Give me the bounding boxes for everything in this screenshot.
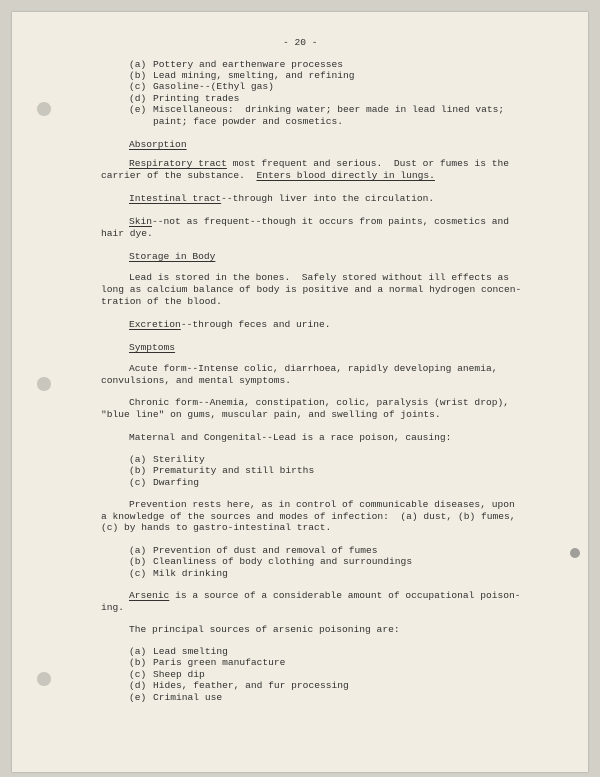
list-item: Sheep dip — [153, 669, 205, 680]
paragraph-skin-line2: hair dye. — [101, 228, 153, 239]
list-marker: (c) — [129, 477, 147, 488]
list-item: Pottery and earthenware processes — [153, 59, 343, 70]
paragraph-prevention: a knowledge of the sources and modes of infection: (a) dust, (b) fumes, — [101, 511, 516, 522]
list-item: Sterility — [153, 454, 205, 465]
text-fragment: --not as frequent--though it occurs from paints, cosmetics and — [152, 216, 509, 227]
list-item: Criminal use — [153, 692, 223, 703]
list-item: Dwarfing — [153, 477, 200, 488]
list-marker: (c) — [129, 568, 147, 579]
heading-absorption: Absorption — [129, 139, 187, 150]
paragraph-respiratory-line2 — [101, 170, 435, 181]
text-fragment: --through feces and urine. — [180, 319, 331, 330]
list-item: Paris green manufacture — [153, 657, 286, 668]
page-number: - 20 - — [283, 37, 318, 48]
list-marker: (c) — [129, 81, 147, 92]
paragraph-arsenic — [129, 590, 521, 601]
list-item: Prevention of dust and removal of fumes — [153, 545, 378, 556]
list-item-continuation: paint; face powder and cosmetics. — [153, 116, 343, 127]
list-marker: (a) — [129, 646, 147, 657]
paragraph-arsenic-line2: ing. — [101, 602, 125, 613]
list-marker: (b) — [129, 657, 147, 668]
list-marker: (b) — [129, 465, 147, 476]
list-item: Lead mining, smelting, and refining — [153, 70, 355, 81]
paragraph-chronic: "blue line" on gums, muscular pain, and swelling of joints. — [101, 409, 441, 420]
list-item: Milk drinking — [153, 568, 228, 579]
text-fragment: most frequent and serious. Dust or fumes is the — [226, 158, 509, 169]
paragraph-prevention: (c) by hands to gastro-intestinal tract. — [101, 522, 332, 533]
paragraph-excretion — [129, 319, 331, 330]
list-item: Prematurity and still births — [153, 465, 315, 476]
list-item: Hides, feather, and fur processing — [153, 680, 349, 691]
list-marker: (e) — [129, 104, 147, 115]
list-marker: (a) — [129, 59, 147, 70]
term-excretion: Excretion — [129, 319, 181, 330]
term-arsenic: Arsenic — [129, 590, 170, 601]
paragraph-storage-line: long as calcium balance of body is positive and a normal hydrogen concen- — [101, 284, 522, 295]
term-intestinal-tract: Intestinal tract — [129, 193, 222, 204]
term-respiratory-tract: Respiratory tract — [129, 158, 227, 169]
list-marker: (b) — [129, 556, 147, 567]
text-fragment: is a source of a considerable amount of occupational poison- — [169, 590, 521, 601]
list-item: Gasoline--(Ethyl gas) — [153, 81, 274, 92]
paragraph-principal-sources: The principal sources of arsenic poisoning are: — [129, 624, 400, 635]
list-marker: (b) — [129, 70, 147, 81]
list-item: Printing trades — [153, 93, 240, 104]
list-item: Cleanliness of body clothing and surroundings — [153, 556, 413, 567]
list-marker: (a) — [129, 545, 147, 556]
heading-symptoms: Symptoms — [129, 342, 176, 353]
list-item: Miscellaneous: drinking water; beer made in lead lined vats; — [153, 104, 505, 115]
list-marker: (c) — [129, 669, 147, 680]
paragraph-respiratory — [129, 158, 509, 169]
heading-storage: Storage in Body — [129, 251, 216, 262]
paragraph-chronic: Chronic form--Anemia, constipation, colic, paralysis (wrist drop), — [129, 397, 509, 408]
text-fragment: carrier of the substance. — [101, 170, 257, 181]
list-item: Lead smelting — [153, 646, 228, 657]
paragraph-maternal: Maternal and Congenital--Lead is a race poison, causing: — [129, 432, 452, 443]
paragraph-acute: convulsions, and mental symptoms. — [101, 375, 291, 386]
paragraph-intestinal — [129, 193, 434, 204]
paragraph-acute: Acute form--Intense colic, diarrhoea, rapidly developing anemia, — [129, 363, 498, 374]
paragraph-skin — [129, 216, 509, 227]
paragraph-prevention: Prevention rests here, as in control of communicable diseases, upon — [129, 499, 515, 510]
list-marker: (d) — [129, 680, 147, 691]
text-fragment: --through liver into the circulation. — [221, 193, 435, 204]
term-skin: Skin — [129, 216, 153, 227]
emphasis-blood-lungs: Enters blood directly in lungs. — [256, 170, 435, 181]
list-marker: (e) — [129, 692, 147, 703]
list-marker: (a) — [129, 454, 147, 465]
list-marker: (d) — [129, 93, 147, 104]
paragraph-storage-line: Lead is stored in the bones. Safely stored without ill effects as — [129, 272, 509, 283]
paragraph-storage-line: tration of the blood. — [101, 296, 222, 307]
